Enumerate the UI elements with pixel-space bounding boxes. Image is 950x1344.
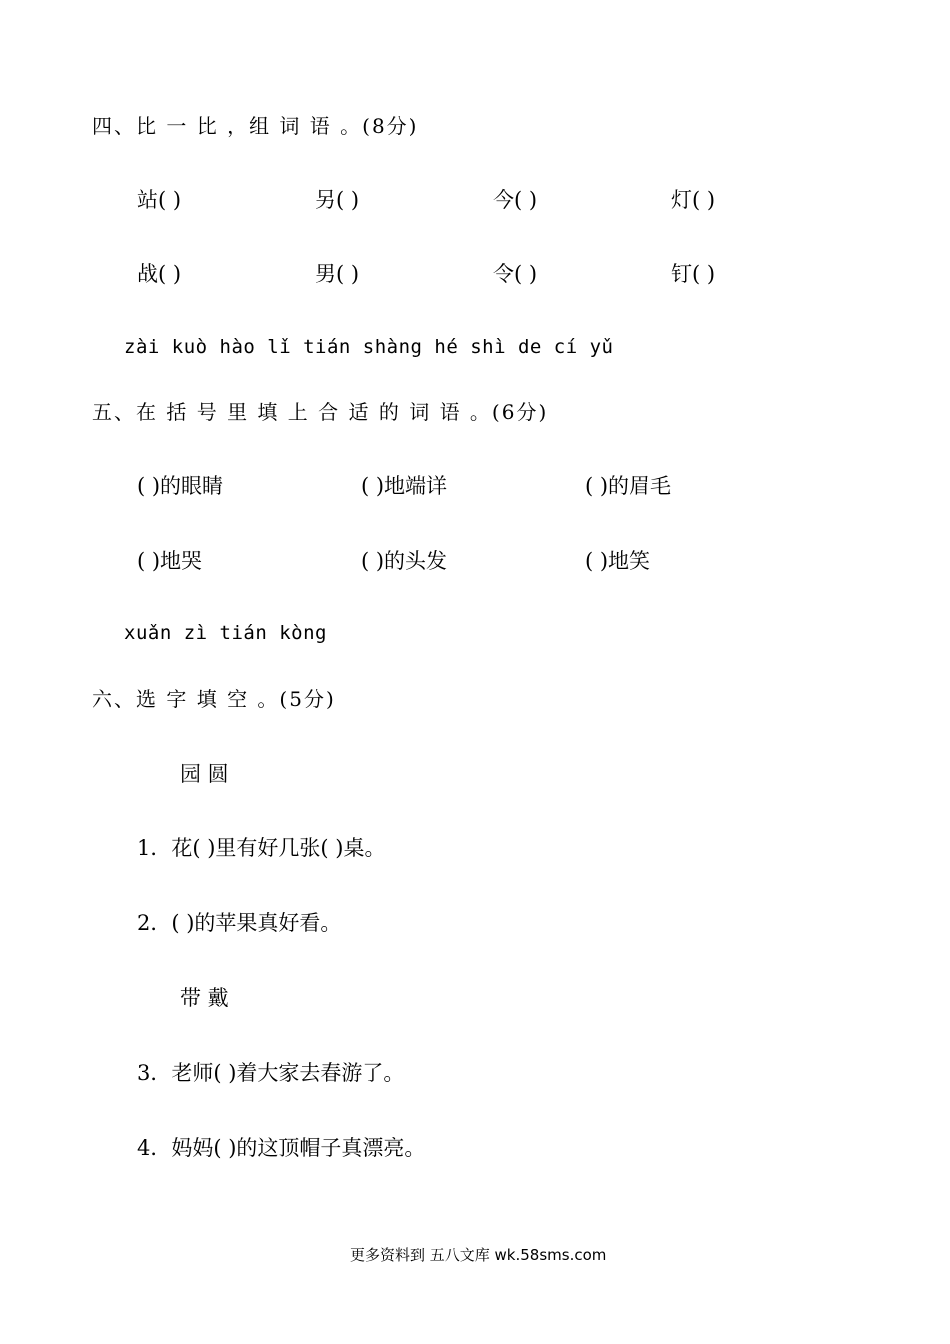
section4-row1-item2: 另( ) — [315, 188, 360, 212]
section5-pinyin: zài kuò hào lǐ tián shàng hé shì de cí yǔ — [124, 336, 614, 358]
section5-row1-item1: ( )的眼睛 — [137, 474, 224, 498]
section5-row1-item3: ( )的眉毛 — [585, 474, 672, 498]
section4-row2-item3: 令( ) — [493, 262, 538, 286]
section4-row2-item1: 战( ) — [137, 262, 182, 286]
section4-row1-item4: 灯( ) — [671, 188, 716, 212]
section5-title: 五、在 括 号 里 填 上 合 适 的 词 语 。(6分) — [92, 400, 549, 424]
word-group-2: 带 戴 — [180, 986, 229, 1010]
question-1: 1．花( )里有好几张( )桌。 — [137, 836, 386, 860]
section4-row2-item2: 男( ) — [315, 262, 360, 286]
section4-row1-item1: 站( ) — [137, 188, 182, 212]
question-3: 3．老师( )着大家去春游了。 — [137, 1061, 405, 1085]
section4-row2-item4: 钉( ) — [671, 262, 716, 286]
word-group-1: 园 圆 — [180, 762, 229, 786]
section6-pinyin: xuǎn zì tián kòng — [124, 622, 327, 644]
section5-row1-item2: ( )地端详 — [361, 474, 448, 498]
footer-watermark: 更多资料到 五八文库 wk.58sms.com — [350, 1246, 607, 1264]
section4-row1-item3: 今( ) — [493, 188, 538, 212]
question-2: 2．( )的苹果真好看。 — [137, 911, 342, 935]
section5-row2-item1: ( )地哭 — [137, 549, 203, 573]
section6-title: 六、选 字 填 空 。(5分) — [92, 687, 336, 711]
section4-title: 四、比 一 比 ，组 词 语 。(8分) — [92, 114, 419, 138]
question-4: 4．妈妈( )的这顶帽子真漂亮。 — [137, 1136, 426, 1160]
section5-row2-item2: ( )的头发 — [361, 549, 448, 573]
section5-row2-item3: ( )地笑 — [585, 549, 651, 573]
